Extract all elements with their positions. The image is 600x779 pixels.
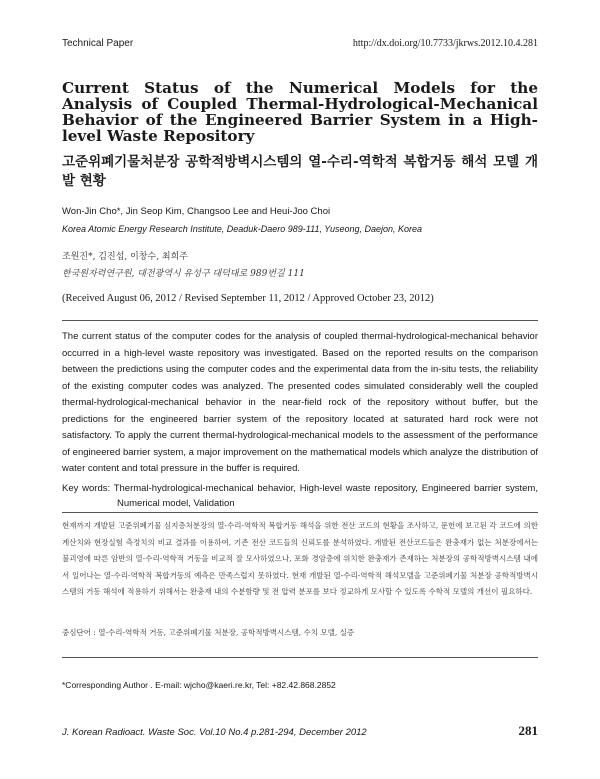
paper-type-label: Technical Paper — [62, 38, 134, 49]
divider-middle — [62, 512, 538, 513]
keywords-korean: 중심단어 : 열-수리-역학적 거동, 고준위폐기물 처분장, 공학적방벽시스템, 수치 모델, 실증 — [62, 628, 355, 637]
abstract-korean: 현재까지 개발된 고준위폐기물 심지층처분장의 열-수리-역학적 복합거동 해석을 위한 전산 코드의 현황을 조사하고, 문헌에 보고된 각 코드에 의한 계산치와 현장실험 측정치의 비교 결과를 이용하여, 기존 전산 코드들의 신뢰도를 분석하였다. 개발된 전산코드들은 완충재가 없는 처분장에서는 불괴영에 따른 암반의 열-수리-역학적 거동을 비교적 잘 모사하였으나, 포화 경암층에 위치한 완충재가 존재하는 처분장의 공학적방벽시스템 내에서 일어나는 열-수리-역학적 복합거동의 예측은 만족스럽지 못하였다. 현재 개발된 열-수리-역학적 해석모델을 고준위폐기물 처분장 공학적방벽시스템의 거동 해석에 적용하기 위해서는 완충재 내의 수분함량 및 전 압력 분포를 보다 정교하게 모사할 수 있도록 수학적 모델의 개선이 필요하다. — [62, 521, 538, 596]
doi-link[interactable]: http://dx.doi.org/10.7733/jkrws.2012.10.4.281 — [352, 38, 538, 49]
keywords-english: Key words: Thermal-hydrological-mechanical behavior, High-level waste repository, Engineered barrier system, Numerical model, Validation — [62, 483, 538, 509]
received-dates: (Received August 06, 2012 / Revised September 11, 2012 / Approved October 23, 2012) — [62, 293, 434, 304]
divider-bottom — [62, 657, 538, 658]
title-korean: 고준위폐기물처분장 공학적방벽시스템의 열-수리-역학적 복합거동 해석 모델 개발 현황 — [62, 154, 538, 189]
divider-top — [62, 320, 538, 321]
journal-citation: J. Korean Radioact. Waste Soc. Vol.10 No.4 p.281-294, December 2012 — [62, 727, 367, 738]
affiliation-korean: 한국원자력연구원, 대전광역시 유성구 대덕대로 989번길 111 — [62, 269, 305, 279]
authors-english: Won-Jin Cho*, Jin Seop Kim, Changsoo Lee and Heui-Joo Choi — [62, 206, 331, 217]
affiliation-english: Korea Atomic Energy Research Institute, Deaduk-Daero 989-111, Yuseong, Daejon, Korea — [62, 224, 423, 234]
corresponding-author-footnote: *Corresponding Author . E-mail: wjcho@kaeri.re.kr, Tel: +82.42.868.2852 — [62, 680, 336, 690]
authors-korean: 조원진*, 김진섭, 이창수, 최희주 — [62, 252, 188, 262]
page-number: 281 — [518, 723, 538, 738]
title-english: Current Status of the Numerical Models for the Analysis of Coupled Thermal-Hydrological-Mechanical Behavior of the Engineered Barrier System in a High-level Waste Repository — [62, 79, 538, 145]
abstract-english: The current status of the computer codes for the analysis of coupled thermal-hydrological-mechanical behavior occurred in a high-level waste repository was investigated. Based on the reported results on the comparison between the predictions using the computer codes and the experimental data from the in-situ tests, the reliability of the existing computer codes was analyzed. The presented codes simulated considerably well the coupled thermal-hydrological-mechanical behavior in the near-field rock of the repository without buffer, but the predictions for the engineered barrier system of the repository located at saturated hard rock were not satisfactory. To apply the current thermal-hydrological-mechanical models to the assessment of the performance of engineered barrier system, a major improvement on the mathematical models which analyze the distribution of water content and total pressure in the buffer is required. — [62, 331, 538, 474]
